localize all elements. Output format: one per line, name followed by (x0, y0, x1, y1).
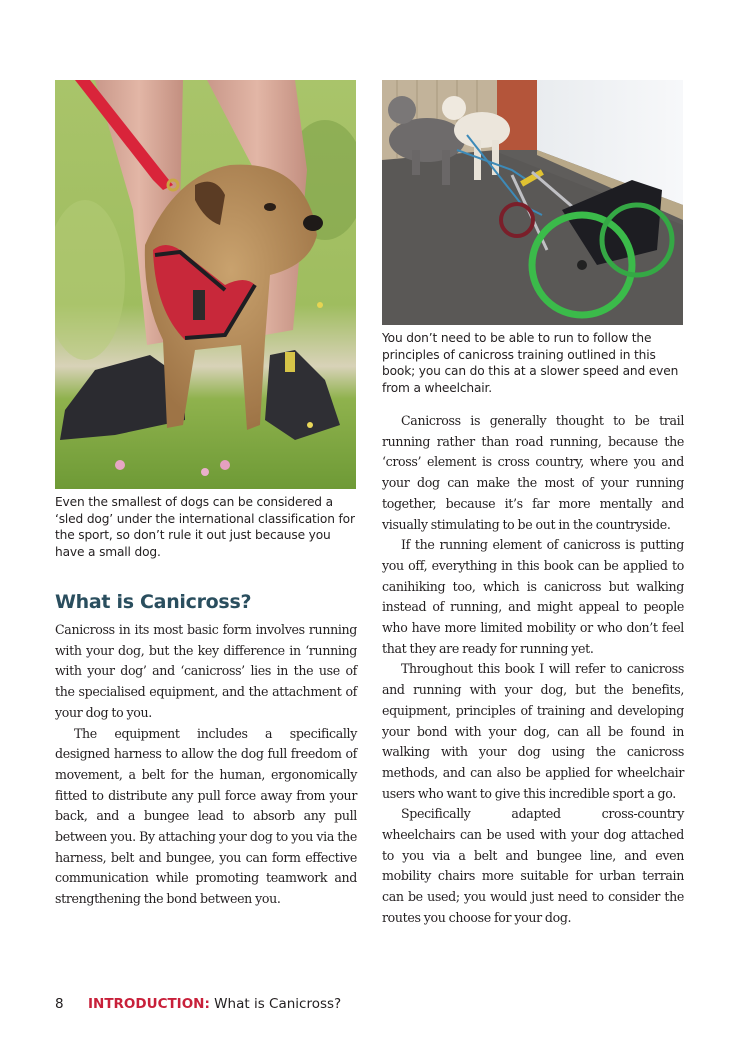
photo-dogs-wheelchair (382, 80, 683, 325)
body-paragraph: Canicross in its most basic form involves running with your dog, but the key difference in ‘running with your dog’ and ‘canicross’ lies in the use of the specialised equipment, and the attachment of your dog to you. (55, 622, 357, 720)
page-number: 8 (55, 996, 64, 1012)
body-paragraph: The equipment includes a specifically designed harness to allow the dog full freedom of movement, a belt for the human, ergonomically fitted to distribute any pull force away from your back, and a bungee lead to absorb any pull between you. By attaching your dog to you via the harness, belt and bungee, you can form effective communication while promoting teamwork and strengthening the bond between you. (55, 725, 357, 907)
body-column-right (382, 411, 684, 929)
footer-section-label: INTRODUCTION: (88, 996, 210, 1012)
figure-caption-right: You don’t need to be able to run to follow the principles of canicross training outlined in this book; you can do this at a slower speed and even from a wheelchair. (382, 331, 679, 395)
page-footer (55, 996, 341, 1012)
body-paragraph: If the running element of canicross is putting you off, everything in this book can be applied to canihiking too, which is canicross but walking instead of running, and might appeal to people who have more limited mobility or who don’t feel that they are ready for running yet. (382, 537, 684, 656)
body-paragraph: Canicross is generally thought to be trail running rather than road running, because the ‘cross’ element is cross country, where you and your dog can make the most of your running together, because it’s far more mentally and visually stimulating to be out in the countryside. (382, 413, 684, 532)
body-column-left (55, 620, 357, 910)
footer-chapter-title: What is Canicross? (209, 996, 342, 1012)
body-paragraph: Specifically adapted cross-country wheelchairs can be used with your dog attached to you via a belt and bungee line, and even mobility chairs more suitable for urban terrain can be used; you would just need to consider the routes you choose for your dog. (382, 806, 684, 925)
photo-small-dog-harness (55, 80, 356, 489)
body-paragraph: Throughout this book I will refer to canicross and running with your dog, but the benefits, equipment, principles of training and developing your bond with your dog, can all be found in walking with your dog using the canicross methods, and can also be applied for wheelchair users who want to give this incredible sport a go. (382, 661, 684, 801)
dog-photo-illustration (55, 80, 356, 489)
wheelchair-photo-illustration (382, 80, 683, 325)
section-heading: What is Canicross? (55, 591, 252, 613)
figure-caption-left: Even the smallest of dogs can be considered a ‘sled dog’ under the international classification for the sport, so don’t rule it out just because you have a small dog. (55, 495, 355, 559)
